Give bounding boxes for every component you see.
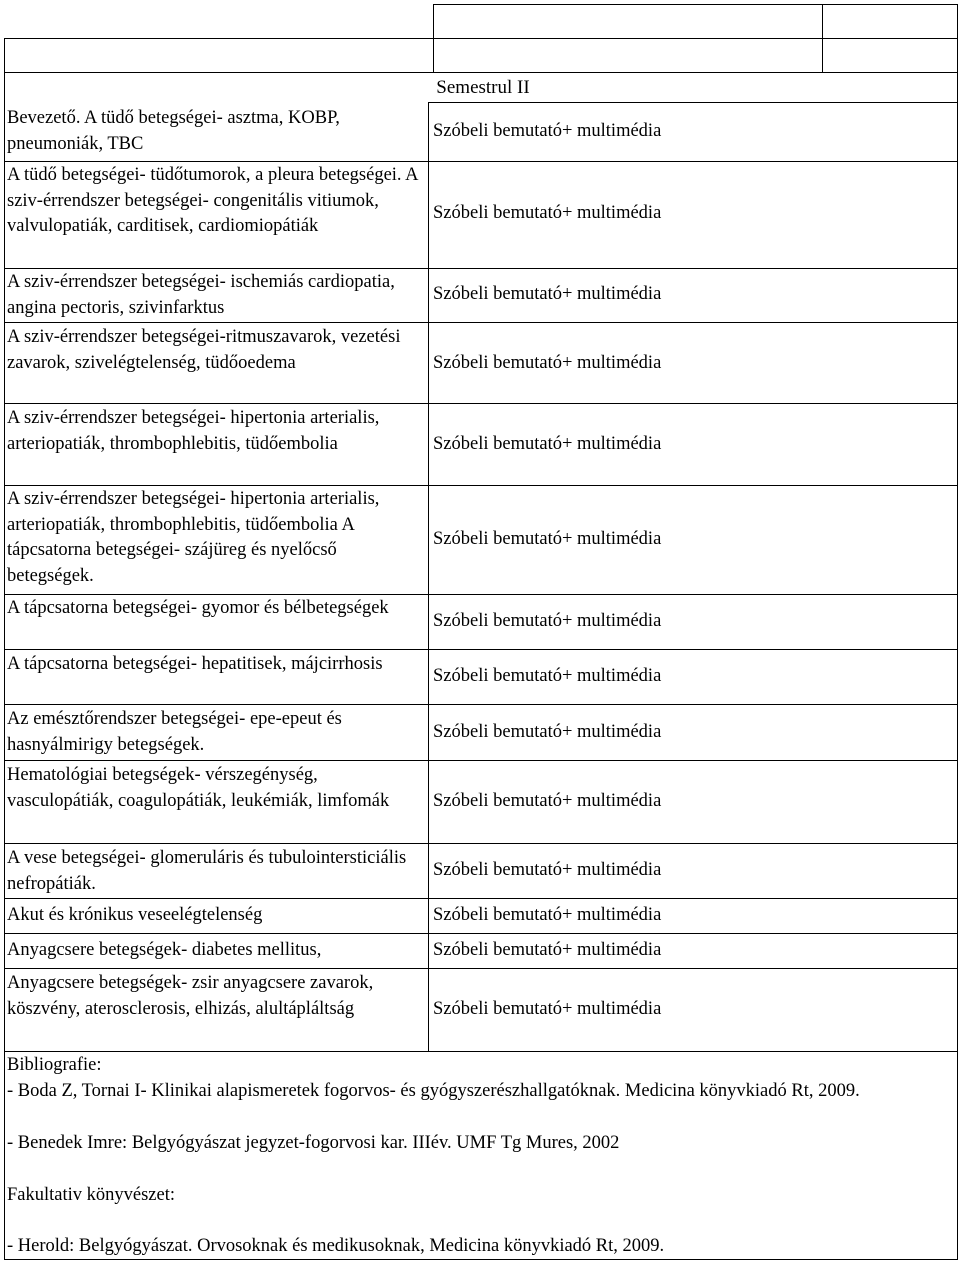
topic-cell: A tüdő betegségei- tüdőtumorok, a pleura betegségei. A sziv-érrendszer betegségei- congenitális vitiumok, valvulopatiák, carditisek, cardiomiopátiák [7, 165, 418, 236]
method-cell: Szóbeli bemutató+ multimédia [433, 905, 662, 925]
method-cell: Szóbeli bemutató+ multimédia [433, 722, 662, 742]
bibliography-entry: - Benedek Imre: Belgyógyászat jegyzet-fogorvosi kar. IIIév. UMF Tg Mures, 2002 [7, 1133, 620, 1153]
topic-cell: A sziv-érrendszer betegségei- hipertonia arterialis, arteriopatiák, thrombophlebitis, tüdőembolia [7, 408, 380, 454]
method-cell: Szóbeli bemutató+ multimédia [433, 666, 662, 686]
optional-bibliography-heading: Fakultativ könyvészet: [7, 1185, 176, 1205]
method-cell: Szóbeli bemutató+ multimédia [433, 434, 662, 454]
topic-cell: Anyagcsere betegségek- diabetes mellitus, [7, 940, 322, 960]
bibliography-heading: Bibliografie: [7, 1055, 102, 1075]
topic-cell: Anyagcsere betegségek- zsir anyagcsere zavarok, köszvény, aterosclerosis, elhizás, alultápláltság [7, 973, 374, 1019]
method-cell: Szóbeli bemutató+ multimédia [433, 353, 662, 373]
topic-cell: A tápcsatorna betegségei- gyomor és bélbetegségek [7, 598, 389, 618]
topic-cell: A tápcsatorna betegségei- hepatitisek, májcirrhosis [7, 654, 383, 674]
topic-cell: Akut és krónikus veseelégtelenség [7, 905, 263, 925]
method-cell: Szóbeli bemutató+ multimédia [433, 791, 662, 811]
optional-bibliography-entry: - Herold: Belgyógyászat. Orvosoknak és medikusoknak, Medicina könyvkiadó Rt, 2009. [7, 1236, 665, 1256]
bibliography-entry: - Boda Z, Tornai I- Klinikai alapismeretek fogorvos- és gyógyszerészhallgatóknak. Medicina könyvkiadó Rt, 2009. [7, 1081, 860, 1101]
topic-cell: A vese betegségei- glomeruláris és tubulointersticiális nefropátiák. [7, 848, 407, 894]
topic-cell: Az emésztőrendszer betegségei- epe-epeut és hasnyálmirigy betegségek. [7, 709, 342, 755]
method-cell: Szóbeli bemutató+ multimédia [433, 529, 662, 549]
method-cell: Szóbeli bemutató+ multimédia [433, 940, 662, 960]
topic-cell: Bevezető. A tüdő betegségei- asztma, KOBP, pneumoniák, TBC [7, 108, 340, 154]
topic-cell: A sziv-érrendszer betegségei-ritmuszavarok, vezetési zavarok, szivelégtelenség, tüdőoedema [7, 327, 401, 373]
method-cell: Szóbeli bemutató+ multimédia [433, 860, 662, 880]
topic-cell: Hematológiai betegségek- vérszegénység, vasculopátiák, coagulopátiák, leukémiák, limfomák [7, 765, 390, 811]
semester-header: Semestrul II [436, 77, 530, 98]
method-cell: Szóbeli bemutató+ multimédia [433, 203, 662, 223]
topic-cell: A sziv-érrendszer betegségei- ischemiás cardiopatia, angina pectoris, szivinfarktus [7, 272, 395, 318]
method-cell: Szóbeli bemutató+ multimédia [433, 284, 662, 304]
topic-cell: A sziv-érrendszer betegségei- hipertonia arterialis, arteriopatiák, thrombophlebitis, tüdőembolia A tápcsatorna betegségei- szájüreg és nyelőcső betegségek. [7, 489, 380, 586]
method-cell: Szóbeli bemutató+ multimédia [433, 999, 662, 1019]
method-cell: Szóbeli bemutató+ multimédia [433, 121, 662, 141]
method-cell: Szóbeli bemutató+ multimédia [433, 611, 662, 631]
